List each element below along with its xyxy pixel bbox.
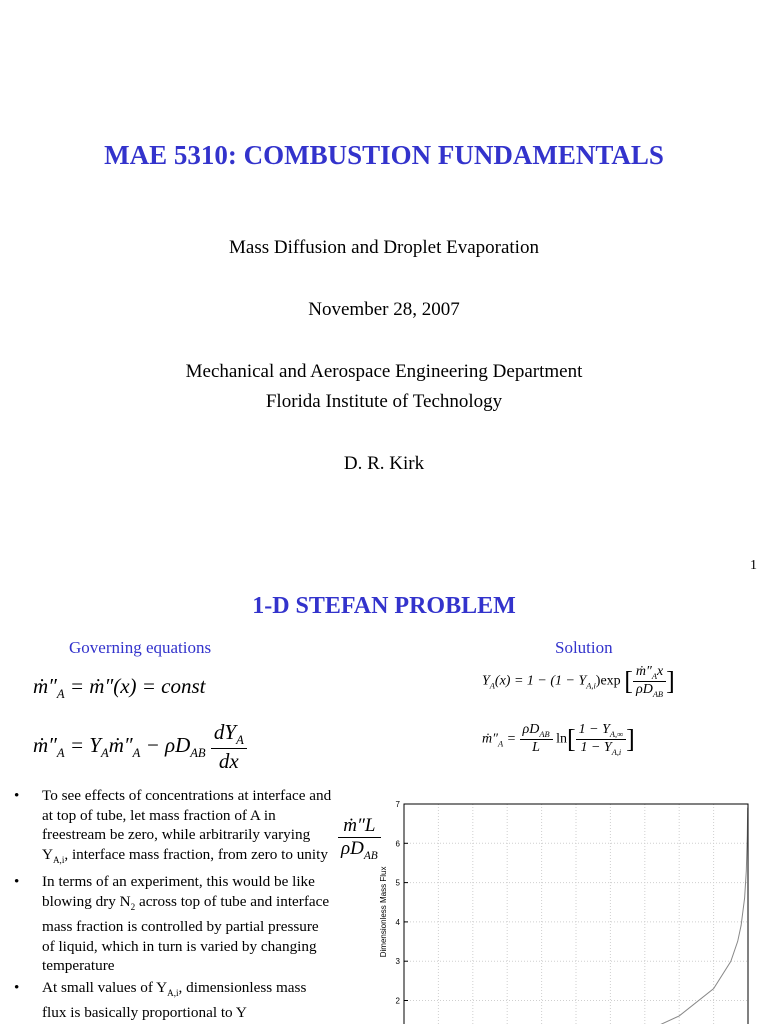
y-tick-label: 7 xyxy=(395,800,400,809)
governing-equation-2: $ṁ''_A$ = $Y_Aṁ''_A - \rho D_{AB}$ $\frac{dY_A}{dx}$ xyxy=(33,720,247,774)
y-tick-label: 2 xyxy=(395,996,400,1006)
governing-equations-heading: Governing equations xyxy=(69,638,212,657)
slide-subtitle: Mass Diffusion and Droplet Evaporation xyxy=(229,237,539,258)
chart-grid xyxy=(404,804,748,1024)
list-item: • In terms of an experiment, this would be like blowing dry $N_2$ across top of tube and interface mass fraction is controlled by partial pressure of liquid, which in turn is varied by changing temperature xyxy=(14,873,330,975)
slide-date: November 28, 2007 xyxy=(308,299,460,320)
bullet-list xyxy=(14,786,334,1025)
derivative-fraction: $\frac{dY_A}{dx}$ xyxy=(211,720,247,774)
institute-name: Florida Institute of Technology xyxy=(265,391,503,412)
chart-y-ticks xyxy=(396,800,408,1024)
author-name: D. R. Kirk xyxy=(343,453,425,474)
page-number: 1 xyxy=(750,558,757,573)
slide-title: MAE 5310: COMBUSTION FUNDAMENTALS xyxy=(104,140,664,170)
dimensionless-flux-label: $\frac{\text{ṁ″L}}{\rho D_{AB}}$ xyxy=(338,815,381,862)
list-item: • To see effects of concentrations at interface and at top of tube, let mass fraction of A in freestream be zero, while arbitrarily varying $Y_{A,i}$, interface mass fraction, from zero to unity xyxy=(14,787,332,865)
chart-y-axis-label: Dimensionless Mass Flux xyxy=(379,866,388,958)
mass-flux-chart xyxy=(376,796,768,1024)
solution-heading: Solution xyxy=(555,638,613,657)
solution-equation-1: $Y_A(x) = 1 - (1 - Y_{A,i})\exp$ [ $\frac{ṁ''_Ax}{\rho D_{AB}}$ ] xyxy=(482,664,675,699)
section-title: 1-D STEFAN PROBLEM xyxy=(252,593,516,619)
y-tick-label: 6 xyxy=(395,839,400,849)
department-name: Mechanical and Aerospace Engineering Department xyxy=(185,361,583,382)
y-tick-label: 3 xyxy=(395,957,400,967)
solution-equation-2: $ṁ''_A$ = $\frac{\rho D_{AB}}{L}$ ln[ $\frac{1 - Y_{A,\infty}}{1 - Y_{A,i}}$ ] xyxy=(482,722,635,757)
y-tick-label: 5 xyxy=(395,878,400,888)
list-item: • At small values of $Y_{A,i}$, dimensionless mass flux is basically proportional to Y xyxy=(14,978,307,1022)
governing-equation-1: $ṁ''_A$ = ṁ″(x) = const xyxy=(33,674,206,702)
y-tick-label: 4 xyxy=(395,917,400,927)
